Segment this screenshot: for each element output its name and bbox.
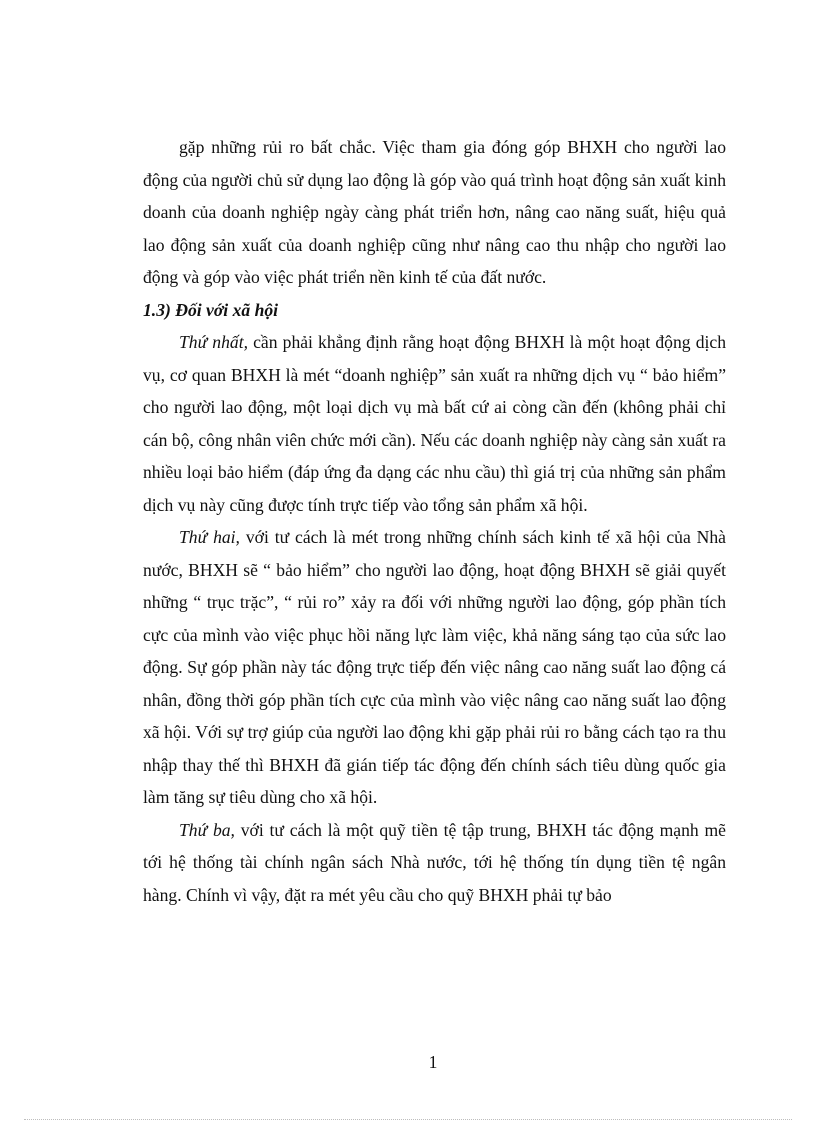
paragraph-text: cần phải khẳng định rằng hoạt động BHXH là một hoạt động dịch vụ, cơ quan BHXH là mét “doanh nghiệp” sản xuất ra những dịch vụ “ bảo hiểm” cho người lao động, một loại dịch vụ mà bất cứ ai còng cần đến (không phải chỉ cán bộ, công nhân viên chức mới cần). Nếu các doanh nghiệp này càng sản xuất ra nhiều loại bảo hiểm (đáp ứng đa dạng các nhu cầu) thì giá trị của những sản phẩm dịch vụ này cũng được tính trực tiếp vào tổng sản phẩm xã hội. [143, 332, 726, 515]
document-body [143, 131, 726, 911]
paragraph-text: với tư cách là một quỹ tiền tệ tập trung, BHXH tác động mạnh mẽ tới hệ thống tài chính ngân sách Nhà nước, tới hệ thống tín dụng tiền tệ ngân hàng. Chính vì vậy, đặt ra mét yêu cầu cho quỹ BHXH phải tự bảo [143, 819, 726, 905]
section-heading: 1.3) Đối với xã hội [143, 299, 279, 320]
paragraph-thu-ba [143, 814, 726, 912]
intro-paragraph: gặp những rủi ro bất chắc. Việc tham gia đóng góp BHXH cho người lao động của người chủ sử dụng lao động là góp vào quá trình hoạt động sản xuất kinh doanh của doanh nghiệp ngày càng phát triển hơn, nâng cao năng suất, hiệu quả lao động sản xuất của doanh nghiệp cũng như nâng cao thu nhập cho người lao động và góp vào việc phát triển nền kinh tế của đất nước. [143, 137, 726, 287]
paragraph-text: với tư cách là mét trong những chính sách kinh tế xã hội của Nhà nước, BHXH sẽ “ bảo hiểm” cho người lao động, hoạt động BHXH sẽ giải quyết những “ trục trặc”, “ rủi ro” xảy ra đối với những người lao động, góp phần tích cực của mình vào việc phục hồi năng lực làm việc, khả năng sáng tạo của sức lao động. Sự góp phần này tác động trực tiếp đến việc nâng cao năng suất lao động cá nhân, đồng thời góp phần tích cực của mình vào việc nâng cao năng suất lao động xã hội. Với sự trợ giúp của người lao động khi gặp phải rủi ro bằng cách tạo ra thu nhập thay thế thì BHXH đã gián tiếp tác động đến chính sách tiêu dùng quốc gia làm tăng sự tiêu dùng cho xã hội. [143, 527, 726, 807]
page-bottom-divider [24, 1119, 792, 1120]
paragraph-thu-nhat [143, 326, 726, 521]
paragraph-thu-hai [143, 521, 726, 814]
paragraph-lead: Thứ nhất, [179, 332, 248, 352]
paragraph-lead: Thứ hai, [179, 527, 240, 547]
paragraph-lead: Thứ ba, [179, 819, 235, 840]
page-number: 1 [428, 1052, 438, 1072]
